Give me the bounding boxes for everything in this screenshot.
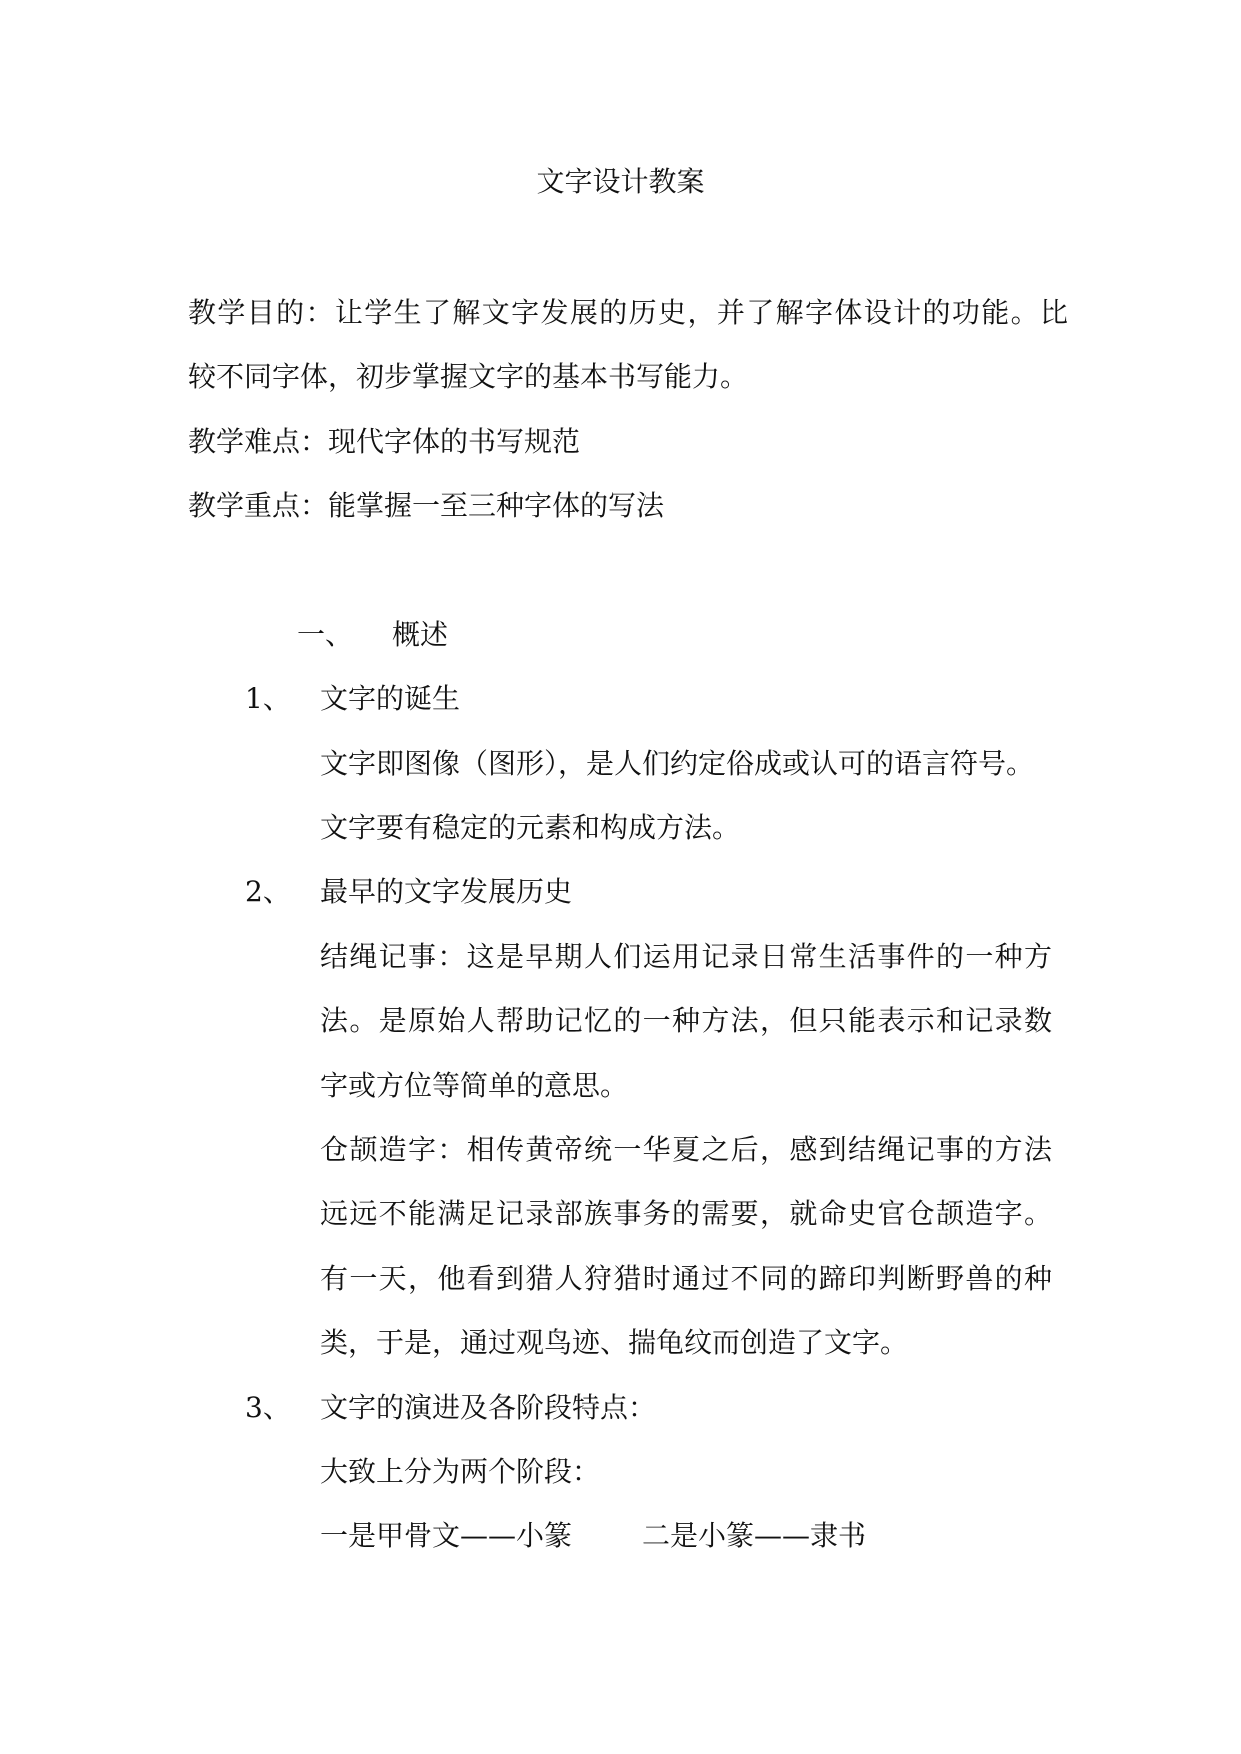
item-1-number: 1、 bbox=[245, 682, 291, 715]
objective-line-1: 教学目的：让学生了解文字发展的历史，并了解字体设计的功能。比 bbox=[188, 296, 1068, 329]
item-2-para-1-line-3: 字或方位等简单的意思。 bbox=[320, 1069, 629, 1102]
section-title: 概述 bbox=[392, 618, 449, 651]
key-point-line: 教学重点：能掌握一至三种字体的写法 bbox=[188, 489, 665, 522]
item-2-number: 2、 bbox=[245, 875, 291, 908]
item-1-title: 文字的诞生 bbox=[320, 682, 461, 715]
section-number: 一、 bbox=[297, 618, 354, 651]
item-3-text-line-1: 大致上分为两个阶段： bbox=[320, 1455, 601, 1488]
item-2-para-1-line-2: 法。是原始人帮助记忆的一种方法，但只能表示和记录数 bbox=[320, 1004, 1052, 1037]
item-3-stage-1: 一是甲骨文——小篆 bbox=[320, 1519, 573, 1552]
item-2-para-2-line-3: 有一天，他看到猎人狩猎时通过不同的蹄印判断野兽的种 bbox=[320, 1262, 1052, 1295]
item-3-title: 文字的演进及各阶段特点： bbox=[320, 1391, 657, 1424]
item-2-para-2-line-1: 仓颉造字：相传黄帝统一华夏之后，感到结绳记事的方法 bbox=[320, 1133, 1052, 1166]
item-2-para-1-line-1: 结绳记事：这是早期人们运用记录日常生活事件的一种方 bbox=[320, 940, 1052, 973]
item-3-stage-2: 二是小篆——隶书 bbox=[642, 1519, 867, 1552]
item-1-text-line-2: 文字要有稳定的元素和构成方法。 bbox=[320, 811, 741, 844]
objective-line-2: 较不同字体，初步掌握文字的基本书写能力。 bbox=[188, 360, 749, 393]
item-2-title: 最早的文字发展历史 bbox=[320, 875, 573, 908]
difficulty-line: 教学难点：现代字体的书写规范 bbox=[188, 425, 581, 458]
item-2-para-2-line-2: 远远不能满足记录部族事务的需要，就命史官仓颉造字。 bbox=[320, 1197, 1052, 1230]
item-3-number: 3、 bbox=[245, 1391, 291, 1424]
document-title: 文字设计教案 bbox=[536, 165, 705, 198]
item-1-text-line-1: 文字即图像（图形），是人们约定俗成或认可的语言符号。 bbox=[320, 747, 1035, 780]
item-2-para-2-line-4: 类，于是，通过观鸟迹、揣龟纹而创造了文字。 bbox=[320, 1326, 909, 1359]
